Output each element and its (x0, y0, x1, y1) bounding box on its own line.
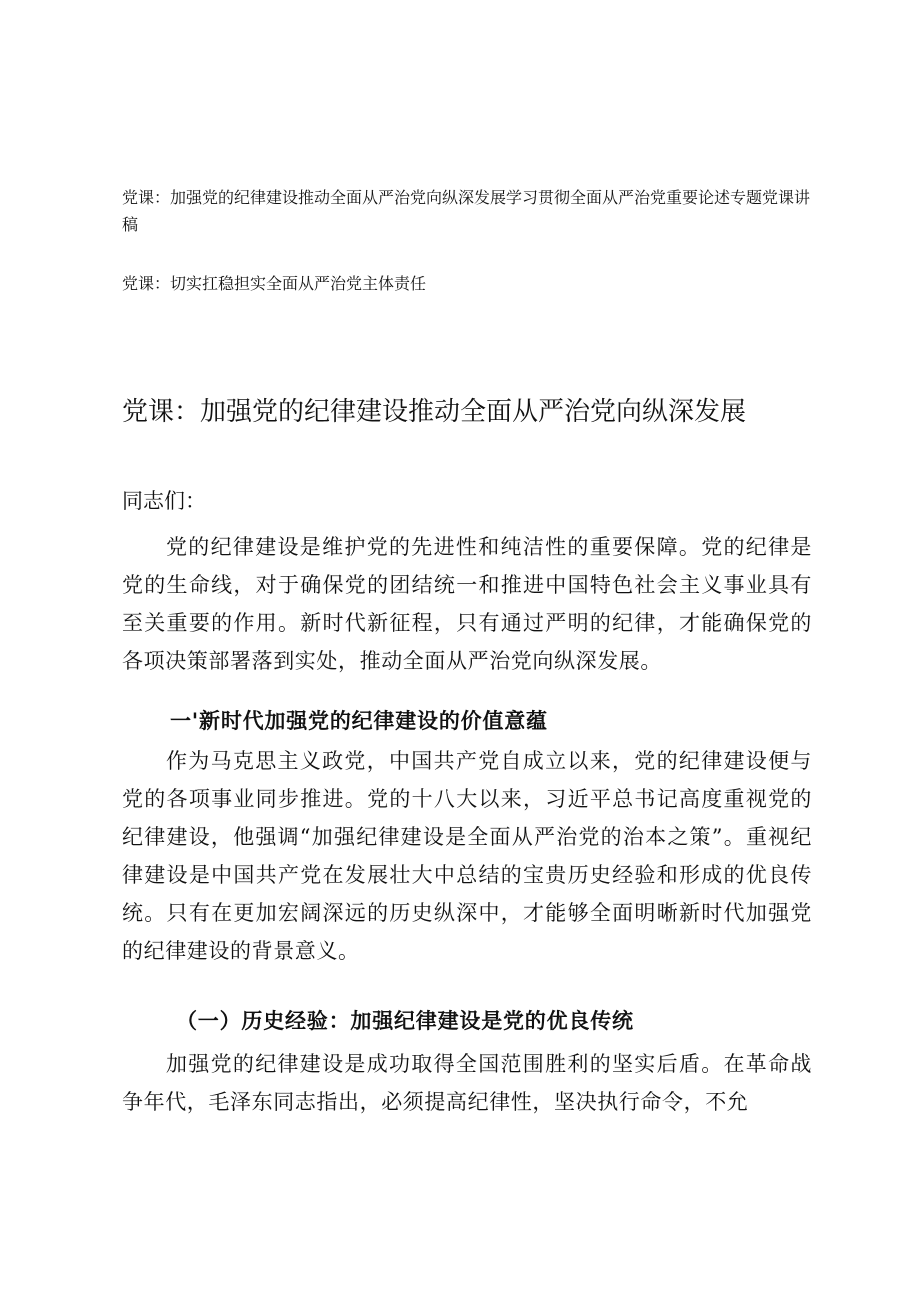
paragraph-1: 党的纪律建设是维护党的先进性和纯洁性的重要保障。党的纪律是党的生命线，对于确保党的团结统一和推进中国特色社会主义事业具有至关重要的作用。新时代新征程，只有通过严明的纪律，才能确保党的各项决策部署落到实处，推动全面从严治党向纵深发展。 (122, 535, 812, 673)
toc-item-1: 党课：加强党的纪律建设推动全面从严治党向纵深发展学习贯彻全面从严治党重要论述专题党课讲稿 (122, 188, 811, 234)
subsection-heading-1: （一）历史经验：加强纪律建设是党的优良传统 (176, 1008, 634, 1033)
paragraph-2: 作为马克思主义政党，中国共产党自成立以来，党的纪律建设便与党的各项事业同步推进。党的十八大以来，习近平总书记高度重视党的纪律建设，他强调“加强纪律建设是全面从严治党的治本之策”。重视纪律建设是中国共产党在发展壮大中总结的宝贵历史经验和形成的优良传统。只有在更加宏阔深远的历史纵深中，才能够全面明晰新时代加强党的纪律建设的背景意义。 (122, 749, 812, 963)
paragraph-3: 加强党的纪律建设是成功取得全国范围胜利的坚实后盾。在革命战争年代，毛泽东同志指出，必须提高纪律性，坚决执行命令，不允 (122, 1052, 812, 1114)
toc-item-2: 党课：切实扛稳担实全面从严治党主体责任 (122, 274, 427, 293)
section-heading-1: 一'新时代加强党的纪律建设的价值意蕴 (170, 708, 548, 733)
document-title: 党课：加强党的纪律建设推动全面从严治党向纵深发展 (122, 397, 747, 427)
salutation: 同志们： (122, 489, 206, 513)
